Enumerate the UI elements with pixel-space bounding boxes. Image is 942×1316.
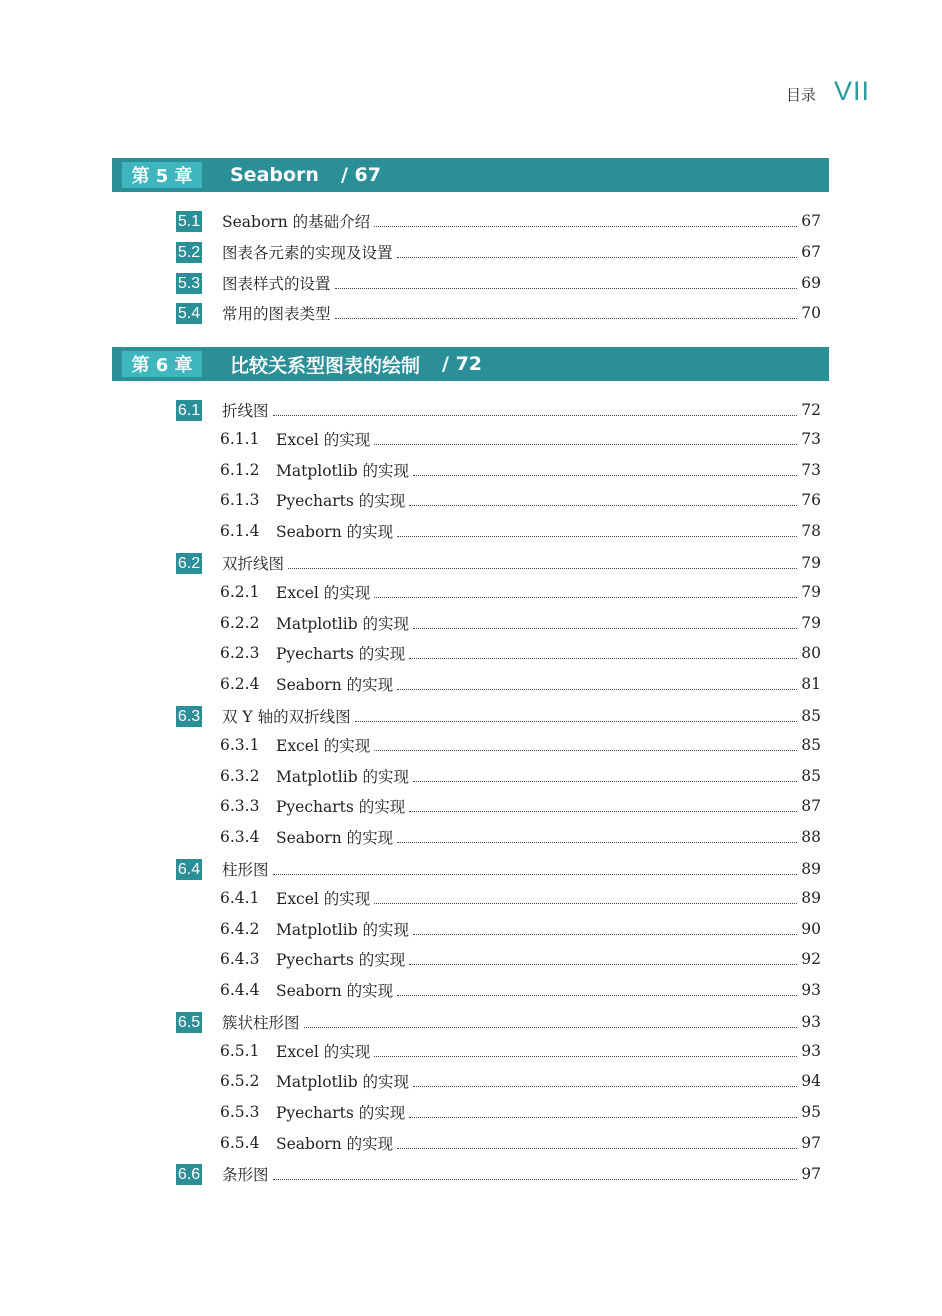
toc-subsection-6-5-3[interactable] xyxy=(220,1100,821,1124)
page-number: 93 xyxy=(801,981,821,999)
section-number: 5.4 xyxy=(177,304,201,322)
subsection-title: Seaborn 的实现 xyxy=(276,676,394,694)
toc-section-6-5[interactable] xyxy=(176,1010,821,1034)
dot-leader xyxy=(413,934,797,935)
toc-section-5-2[interactable] xyxy=(176,240,821,264)
section-number: 5.3 xyxy=(177,274,201,292)
page-number: 92 xyxy=(801,950,821,968)
section-number: 6.1 xyxy=(177,401,201,419)
page-number: 73 xyxy=(801,430,821,448)
page-number: 79 xyxy=(801,614,821,632)
subsection-number: 6.1.4 xyxy=(220,522,260,540)
subsection-number: 6.2.4 xyxy=(220,675,260,693)
page-number: 76 xyxy=(801,491,821,509)
toc-section-6-1[interactable] xyxy=(176,398,821,422)
page-number: 88 xyxy=(801,828,821,846)
subsection-title: Excel 的实现 xyxy=(276,890,371,908)
subsection-number: 6.3.2 xyxy=(220,767,260,785)
dot-leader xyxy=(409,811,797,812)
dot-leader xyxy=(413,781,797,782)
toc-section-6-2[interactable] xyxy=(176,551,821,575)
toc-subsection-6-1-2[interactable] xyxy=(220,458,821,482)
toc-subsection-6-1-3[interactable] xyxy=(220,488,821,512)
page-number: 89 xyxy=(801,860,821,878)
subsection-number: 6.1.2 xyxy=(220,461,260,479)
chapter-6-bar xyxy=(112,347,829,381)
dot-leader xyxy=(409,658,797,659)
subsection-title: Excel 的实现 xyxy=(276,737,371,755)
subsection-number: 6.3.4 xyxy=(220,828,260,846)
toc-subsection-6-4-2[interactable] xyxy=(220,917,821,941)
page-number: 80 xyxy=(801,644,821,662)
dot-leader xyxy=(304,1027,797,1028)
toc-subsection-6-3-4[interactable] xyxy=(220,825,821,849)
chapter-title: 比较关系型图表的绘制 xyxy=(230,354,421,377)
dot-leader xyxy=(374,903,797,904)
toc-section-5-3[interactable] xyxy=(176,271,821,295)
dot-leader xyxy=(413,628,797,629)
dot-leader xyxy=(409,964,797,965)
subsection-number: 6.5.4 xyxy=(220,1134,260,1152)
dot-leader xyxy=(397,689,797,690)
section-number: 5.1 xyxy=(177,212,201,230)
dot-leader xyxy=(397,842,797,843)
subsection-title: Excel 的实现 xyxy=(276,431,371,449)
subsection-number: 6.4.3 xyxy=(220,950,260,968)
subsection-number: 6.4.4 xyxy=(220,981,260,999)
toc-subsection-6-5-1[interactable] xyxy=(220,1039,821,1063)
chapter-page: / 72 xyxy=(442,353,483,375)
dot-leader xyxy=(374,597,797,598)
page-number: 97 xyxy=(801,1165,821,1183)
section-title: 条形图 xyxy=(222,1166,269,1184)
subsection-title: Pyecharts 的实现 xyxy=(276,492,406,510)
page-number: 97 xyxy=(801,1134,821,1152)
page-number: 67 xyxy=(801,243,821,261)
dot-leader xyxy=(397,1148,797,1149)
toc-subsection-6-2-2[interactable] xyxy=(220,611,821,635)
section-number: 6.4 xyxy=(177,860,201,878)
section-title: 常用的图表类型 xyxy=(222,305,331,323)
dot-leader xyxy=(413,1086,797,1087)
toc-subsection-6-4-1[interactable] xyxy=(220,886,821,910)
page-number: 95 xyxy=(801,1103,821,1121)
subsection-number: 6.3.3 xyxy=(220,797,260,815)
dot-leader xyxy=(397,536,797,537)
subsection-number: 6.3.1 xyxy=(220,736,260,754)
page-number: 93 xyxy=(801,1013,821,1031)
page-number: 93 xyxy=(801,1042,821,1060)
toc-section-5-4[interactable] xyxy=(176,301,821,325)
subsection-title: Seaborn 的实现 xyxy=(276,1135,394,1153)
header-page-number: VII xyxy=(833,76,870,106)
toc-subsection-6-4-4[interactable] xyxy=(220,978,821,1002)
page-number: 89 xyxy=(801,889,821,907)
subsection-title: Seaborn 的实现 xyxy=(276,829,394,847)
toc-subsection-6-2-4[interactable] xyxy=(220,672,821,696)
section-title: Seaborn 的基础介绍 xyxy=(222,213,371,231)
toc-section-6-4[interactable] xyxy=(176,857,821,881)
subsection-title: Matplotlib 的实现 xyxy=(276,1073,410,1091)
page-number: 67 xyxy=(801,212,821,230)
subsection-number: 6.2.3 xyxy=(220,644,260,662)
subsection-title: Pyecharts 的实现 xyxy=(276,798,406,816)
dot-leader xyxy=(397,995,797,996)
page-number: 79 xyxy=(801,554,821,572)
subsection-title: Excel 的实现 xyxy=(276,584,371,602)
subsection-number: 6.2.2 xyxy=(220,614,260,632)
toc-subsection-6-1-4[interactable] xyxy=(220,519,821,543)
dot-leader xyxy=(288,568,797,569)
section-title: 折线图 xyxy=(222,402,269,420)
dot-leader xyxy=(374,444,797,445)
section-number: 6.5 xyxy=(177,1013,201,1031)
toc-section-6-3[interactable] xyxy=(176,704,821,728)
dot-leader xyxy=(409,1117,797,1118)
subsection-number: 6.1.3 xyxy=(220,491,260,509)
section-title: 双折线图 xyxy=(222,555,285,573)
subsection-title: Seaborn 的实现 xyxy=(276,523,394,541)
toc-section-6-6[interactable] xyxy=(176,1162,821,1186)
chapter-5-bar xyxy=(112,158,829,192)
page-number: 87 xyxy=(801,797,821,815)
dot-leader xyxy=(273,874,797,875)
subsection-number: 6.4.2 xyxy=(220,920,260,938)
subsection-title: Matplotlib 的实现 xyxy=(276,921,410,939)
toc-subsection-6-5-2[interactable] xyxy=(220,1069,821,1093)
chapter-number: 第 5 章 xyxy=(122,162,202,188)
toc-subsection-6-4-3[interactable] xyxy=(220,947,821,971)
toc-subsection-6-3-3[interactable] xyxy=(220,794,821,818)
subsection-number: 6.1.1 xyxy=(220,430,260,448)
section-number: 5.2 xyxy=(177,243,201,261)
page-number: 78 xyxy=(801,522,821,540)
toc-subsection-6-3-2[interactable] xyxy=(220,764,821,788)
page-number: 70 xyxy=(801,304,821,322)
subsection-title: Pyecharts 的实现 xyxy=(276,1104,406,1122)
section-title: 柱形图 xyxy=(222,861,269,879)
dot-leader xyxy=(335,318,797,319)
subsection-title: Matplotlib 的实现 xyxy=(276,615,410,633)
chapter-page: / 67 xyxy=(340,164,381,186)
page-number: 85 xyxy=(801,767,821,785)
toc-subsection-6-5-4[interactable] xyxy=(220,1131,821,1155)
toc-subsection-6-2-1[interactable] xyxy=(220,580,821,604)
toc-subsection-6-2-3[interactable] xyxy=(220,641,821,665)
subsection-number: 6.2.1 xyxy=(220,583,260,601)
dot-leader xyxy=(374,226,797,227)
section-title: 图表样式的设置 xyxy=(222,275,331,293)
dot-leader xyxy=(397,257,797,258)
dot-leader xyxy=(355,721,797,722)
page-number: 85 xyxy=(801,736,821,754)
running-head xyxy=(786,76,870,107)
section-number: 6.2 xyxy=(177,554,201,572)
toc-subsection-6-1-1[interactable] xyxy=(220,427,821,451)
page-number: 90 xyxy=(801,920,821,938)
dot-leader xyxy=(273,415,797,416)
header-label: 目录 xyxy=(785,86,816,104)
toc-section-5-1[interactable] xyxy=(176,209,821,233)
page-number: 85 xyxy=(801,707,821,725)
dot-leader xyxy=(409,505,797,506)
subsection-title: Excel 的实现 xyxy=(276,1043,371,1061)
dot-leader xyxy=(413,475,797,476)
page-number: 79 xyxy=(801,583,821,601)
section-title: 簇状柱形图 xyxy=(222,1014,300,1032)
page-number: 94 xyxy=(801,1072,821,1090)
dot-leader xyxy=(374,750,797,751)
dot-leader xyxy=(374,1056,797,1057)
subsection-title: Seaborn 的实现 xyxy=(276,982,394,1000)
toc-subsection-6-3-1[interactable] xyxy=(220,733,821,757)
subsection-title: Matplotlib 的实现 xyxy=(276,462,410,480)
dot-leader xyxy=(273,1179,797,1180)
page-number: 73 xyxy=(801,461,821,479)
section-title: 图表各元素的实现及设置 xyxy=(222,244,393,262)
section-title: 双 Y 轴的双折线图 xyxy=(222,708,351,726)
page-number: 69 xyxy=(801,274,821,292)
chapter-title: Seaborn xyxy=(230,164,319,186)
section-number: 6.6 xyxy=(177,1165,201,1183)
chapter-number: 第 6 章 xyxy=(122,351,202,377)
subsection-title: Pyecharts 的实现 xyxy=(276,645,406,663)
section-number: 6.3 xyxy=(177,707,201,725)
page-number: 81 xyxy=(801,675,821,693)
dot-leader xyxy=(335,288,797,289)
subsection-title: Matplotlib 的实现 xyxy=(276,768,410,786)
subsection-number: 6.5.2 xyxy=(220,1072,260,1090)
subsection-number: 6.4.1 xyxy=(220,889,260,907)
subsection-title: Pyecharts 的实现 xyxy=(276,951,406,969)
subsection-number: 6.5.1 xyxy=(220,1042,260,1060)
subsection-number: 6.5.3 xyxy=(220,1103,260,1121)
page-number: 72 xyxy=(801,401,821,419)
